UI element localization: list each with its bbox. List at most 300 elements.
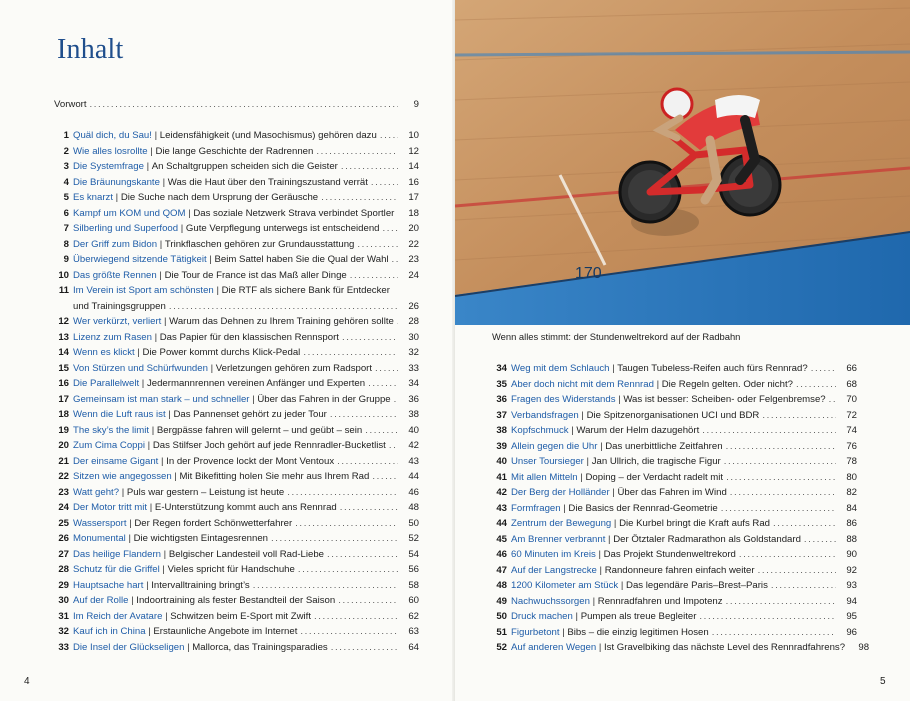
entry-separator: |	[159, 176, 168, 188]
entry-title-link: Das größte Rennen	[73, 269, 157, 281]
entry-separator: |	[159, 564, 168, 575]
entry-title-link: Zum Cima Coppi	[73, 440, 145, 451]
entry-subtitle: Bergpässe fahren will gelernt – und geübt – sein	[156, 424, 363, 436]
entry-title-link: Im Reich der Avatare	[73, 610, 163, 622]
entry-page: 30	[408, 331, 419, 343]
entry-title-link: Der einsame Gigant	[73, 455, 159, 467]
entry-title-link: Wer verkürzt, verliert	[73, 316, 162, 327]
toc-entry[interactable]	[492, 625, 857, 640]
entry-title-link: Nachwuchssorgen	[511, 595, 590, 607]
leader-dots	[357, 237, 398, 252]
entry-page: 84	[846, 502, 857, 514]
toc-entry[interactable]	[54, 283, 419, 298]
toc-entry[interactable]	[492, 516, 857, 531]
entry-page: 52	[408, 533, 419, 544]
entry-number: 9	[63, 254, 69, 265]
leader-dots	[371, 175, 398, 190]
entry-separator: |	[597, 440, 606, 452]
entry-title-link: Watt geht?	[73, 486, 120, 498]
toc-entry[interactable]	[492, 392, 857, 407]
entry-subtitle: Beim Sattel haben Sie die Qual der Wahl	[214, 254, 389, 265]
entry-number: 15	[58, 362, 69, 374]
entry-title-link: Am Brenner verbrannt	[511, 533, 606, 545]
leader-dots	[726, 439, 836, 454]
entry-page: 78	[846, 456, 857, 467]
entry-title-link: Wassersport	[73, 517, 127, 529]
entry-number: 49	[496, 595, 507, 607]
entry-number: 50	[496, 611, 507, 622]
entry-page: 70	[846, 394, 857, 405]
entry-number: 10	[58, 269, 69, 281]
entry-subtitle: Was die Haut über den Trainingszustand verrät	[167, 176, 368, 188]
leader-dots	[169, 299, 398, 314]
entry-page: 54	[408, 548, 419, 560]
toc-entry[interactable]	[54, 578, 419, 593]
entry-subtitle: Der Regen fordert Schönwetterfahrer	[134, 517, 293, 529]
entry-separator: |	[156, 269, 165, 281]
entry-number: 51	[496, 626, 507, 638]
toc-entry[interactable]	[54, 516, 419, 531]
entry-page: 86	[846, 518, 857, 529]
entry-number: 3	[63, 161, 69, 172]
toc-entry[interactable]	[54, 640, 419, 655]
entry-separator: |	[143, 161, 152, 172]
entry-subtitle: Die lange Geschichte der Radrennen	[155, 145, 314, 157]
entry-page: 33	[408, 362, 419, 374]
entry-separator: |	[113, 192, 121, 203]
entry-page: 58	[408, 579, 419, 591]
entry-number: 1	[63, 130, 69, 141]
toc-entry[interactable]	[492, 594, 857, 609]
entry-page: 24	[408, 269, 419, 281]
entry-subtitle: Mallorca, das Trainingsparadies	[192, 641, 328, 653]
entry-title-link: Wenn es klickt	[73, 347, 135, 358]
toc-entry[interactable]	[54, 268, 419, 283]
entry-separator: |	[184, 641, 193, 653]
toc-entry[interactable]	[54, 609, 419, 624]
entry-page: 93	[846, 580, 857, 591]
entry-separator: |	[147, 145, 156, 157]
entry-separator: |	[151, 130, 160, 141]
entry-title-link: Auf anderen Wegen	[511, 642, 597, 653]
entry-title-link: Die Bräunungskante	[73, 176, 160, 188]
entry-subtitle: Die Kurbel bringt die Kraft aufs Rad	[619, 518, 771, 529]
entry-separator: |	[143, 579, 152, 591]
toc-entry[interactable]	[492, 609, 857, 624]
entry-subtitle: Die Suche nach dem Ursprung der Geräusche	[120, 192, 319, 203]
leader-dots	[295, 516, 398, 531]
leader-dots	[726, 594, 836, 609]
toc-entry[interactable]	[54, 454, 419, 469]
entry-separator: |	[185, 207, 194, 219]
entry-subtitle: Das Stilfser Joch gehört auf jede Rennradler-Bucketlist	[152, 440, 386, 451]
entry-page: 40	[408, 424, 419, 436]
leader-dots	[397, 314, 398, 329]
entry-title-link: 60 Minuten im Kreis	[511, 549, 596, 560]
leader-dots	[314, 609, 398, 624]
entry-subtitle: Gute Verpflegung unterwegs ist entscheidend	[185, 223, 380, 234]
entry-number: 2	[63, 145, 69, 157]
entry-subtitle: Taugen Tubeless-Reifen auch fürs Rennrad?	[617, 363, 808, 374]
entry-number: 22	[58, 471, 69, 482]
entry-separator: |	[578, 409, 587, 421]
toc-entry[interactable]	[54, 547, 419, 562]
entry-separator: |	[161, 316, 170, 327]
entry-page: 38	[408, 409, 419, 420]
toc-entry[interactable]	[54, 345, 419, 360]
leader-dots	[804, 532, 836, 547]
entry-number: 47	[496, 564, 507, 576]
entry-title-link: Kopfschmuck	[511, 425, 569, 436]
entry-title-link: Das heilige Flandern	[73, 548, 161, 560]
entry-number: 8	[63, 238, 69, 250]
toc-entry[interactable]	[54, 392, 419, 407]
entry-title-link: Fragen des Widerstands	[511, 394, 616, 405]
toc-entry[interactable]	[492, 640, 870, 655]
entry-number: 13	[58, 331, 69, 343]
entry-subtitle: E-Unterstützung kommt auch ans Rennrad	[154, 502, 337, 513]
entry-number: 24	[58, 502, 69, 513]
entry-subtitle: Bibs – die einzig legitimen Hosen	[567, 626, 709, 638]
toc-entry[interactable]	[54, 237, 419, 252]
entry-title-link: Quäl dich, du Sau!	[73, 130, 152, 141]
entry-number: 26	[58, 533, 69, 544]
entry-title-link: Die Systemfrage	[73, 161, 144, 172]
entry-separator: |	[157, 238, 165, 250]
entry-title-link: 1200 Kilometer am Stück	[511, 580, 619, 591]
entry-subtitle: Die Tour de France ist das Maß aller Dinge	[164, 269, 347, 281]
leader-dots	[397, 206, 398, 221]
entry-title-link: Auf der Langstrecke	[511, 564, 597, 576]
entry-separator: |	[249, 393, 258, 405]
entry-subtitle: Doping – der Verdacht radelt mit	[585, 471, 724, 483]
entry-separator: |	[560, 502, 569, 514]
leader-dots	[298, 562, 398, 577]
entry-title-link: Kauf ich in China	[73, 626, 146, 637]
entry-number: 45	[496, 533, 507, 545]
leader-dots	[330, 407, 398, 422]
entry-number: 25	[58, 517, 69, 529]
entry-subtitle-continued: und Trainingsgruppen	[73, 300, 166, 312]
toc-entry[interactable]	[54, 144, 419, 159]
entry-number: 44	[496, 518, 507, 529]
entry-page: 68	[846, 378, 857, 390]
entry-subtitle: Das soziale Netzwerk Strava verbindet Sportler	[193, 207, 395, 219]
toc-entry[interactable]	[492, 485, 857, 500]
entry-separator: |	[206, 254, 215, 265]
entry-separator: |	[139, 378, 147, 389]
leader-dots	[327, 547, 398, 562]
entry-subtitle: Der Ötztaler Radmarathon als Goldstandard	[613, 533, 801, 545]
entry-number: 21	[58, 455, 69, 467]
leader-dots	[253, 578, 398, 593]
leader-dots	[762, 408, 836, 423]
entry-subtitle: In der Provence lockt der Mont Ventoux	[166, 455, 335, 467]
entry-subtitle: Mit Bikefitting holen Sie mehr aus Ihrem Rad	[179, 471, 370, 482]
entry-title-link: Kampf um KOM und QOM	[73, 207, 186, 219]
entry-subtitle: Ist Gravelbiking das nächste Level des Rennradfahrens?	[604, 642, 846, 653]
leader-dots	[699, 609, 836, 624]
leader-dots	[771, 578, 836, 593]
entry-number: 28	[58, 564, 69, 575]
leader-dots	[338, 593, 398, 608]
entry-number: 7	[63, 223, 69, 234]
entry-title-link: Druck machen	[511, 611, 573, 622]
entry-title-link: Allein gegen die Uhr	[511, 440, 598, 452]
entry-page: 18	[408, 207, 419, 219]
entry-separator: |	[596, 642, 604, 653]
entry-page: 12	[408, 145, 419, 157]
entry-separator: |	[147, 502, 155, 513]
toc-entry[interactable]	[492, 532, 857, 547]
leader-dots	[321, 190, 398, 205]
entry-page: 98	[858, 642, 870, 653]
track-marker-label: 170	[575, 265, 602, 282]
toc-entry[interactable]	[492, 547, 857, 562]
entry-page: 23	[408, 254, 419, 265]
entry-separator: |	[615, 394, 624, 405]
entry-number: 18	[58, 409, 69, 420]
toc-entry[interactable]	[54, 500, 419, 515]
entry-subtitle: Indoortraining als fester Bestandteil der Saison	[136, 595, 336, 606]
entry-separator: |	[653, 378, 662, 390]
entry-page: 50	[408, 517, 419, 529]
entry-number: 4	[63, 176, 69, 188]
toc-entry[interactable]	[54, 252, 419, 267]
leader-dots	[383, 221, 398, 236]
entry-number: 11	[58, 285, 69, 296]
toc-entry[interactable]	[54, 469, 419, 484]
entry-title-link: Lizenz zum Rasen	[73, 331, 152, 343]
entry-separator: |	[165, 409, 174, 420]
entry-title-link: Überwiegend sitzende Tätigkeit	[73, 254, 207, 265]
entry-subtitle: An Schaltgruppen scheiden sich die Geister	[151, 161, 338, 172]
entry-number: 39	[496, 440, 507, 452]
leader-dots	[365, 423, 398, 438]
toc-entry[interactable]	[54, 330, 419, 345]
entry-separator: |	[589, 595, 598, 607]
toc-entry[interactable]	[54, 175, 419, 190]
leader-dots	[811, 361, 836, 376]
entry-page: 74	[846, 425, 857, 436]
entry-title-link: Silberling und Superfood	[73, 223, 179, 234]
entry-separator: |	[125, 533, 134, 544]
entry-number: 31	[58, 610, 69, 622]
entry-separator: |	[149, 424, 157, 436]
entry-subtitle: Jedermannrennen vereinen Anfänger und Experten	[146, 378, 366, 389]
leader-dots	[331, 640, 398, 655]
toc-entry[interactable]	[54, 376, 419, 391]
entry-separator: |	[161, 548, 169, 560]
entry-separator: |	[577, 471, 586, 483]
entry-subtitle: Pumpen als treue Begleiter	[580, 611, 697, 622]
entry-number: 46	[496, 549, 507, 560]
entry-title-link: Unser Toursieger	[511, 456, 584, 467]
entry-number: 29	[58, 579, 69, 591]
entry-number: 48	[496, 580, 507, 591]
entry-separator: |	[158, 455, 167, 467]
toc-entry[interactable]	[54, 361, 419, 376]
entry-number: 30	[58, 595, 69, 606]
entry-page: 16	[408, 176, 419, 188]
entry-subtitle: Warum der Helm dazugehört	[576, 425, 700, 436]
entry-title-link: Wenn die Luft raus ist	[73, 409, 166, 420]
entry-separator: |	[596, 564, 605, 576]
entry-title-link: Wie alles losrollte	[73, 145, 148, 157]
entry-subtitle: Das legendäre Paris–Brest–Paris	[626, 580, 768, 591]
toc-entry-continuation	[54, 299, 419, 314]
entry-number: 6	[63, 207, 69, 219]
entry-number: 12	[58, 316, 69, 327]
preface-page: 9	[413, 99, 419, 110]
entry-number: 38	[496, 425, 507, 436]
leader-dots	[773, 516, 836, 531]
entry-page: 62	[408, 610, 419, 622]
entry-title-link: Gemeinsam ist man stark – und schneller	[73, 393, 250, 405]
leader-dots	[392, 252, 398, 267]
toc-entry[interactable]	[54, 531, 419, 546]
entry-subtitle: Vieles spricht für Handschuhe	[167, 564, 295, 575]
entry-number: 52	[496, 642, 507, 653]
toc-entry[interactable]	[492, 454, 857, 469]
entry-subtitle: Die wichtigsten Eintagesrennen	[133, 533, 269, 544]
entry-number: 36	[496, 394, 507, 405]
entry-separator: |	[145, 626, 154, 637]
toc-entry[interactable]	[54, 190, 419, 205]
entry-title-link: Verbandsfragen	[511, 409, 579, 421]
leader-dots	[730, 485, 836, 500]
toc-entry[interactable]	[54, 562, 419, 577]
leader-dots	[316, 144, 398, 159]
toc-entry[interactable]	[54, 407, 419, 422]
entry-separator: |	[609, 487, 618, 498]
entry-number: 14	[58, 347, 69, 358]
entry-subtitle: Warum das Dehnen zu Ihrem Training gehören sollte	[169, 316, 394, 327]
leader-dots	[342, 330, 398, 345]
toc-entry[interactable]	[54, 423, 419, 438]
entry-page: 72	[846, 409, 857, 421]
entry-title-link: Der Griff zum Bidon	[73, 238, 158, 250]
page-number-right: 5	[880, 676, 886, 687]
toc-entry[interactable]	[492, 563, 857, 578]
entry-title-link: Mit allen Mitteln	[511, 471, 578, 483]
toc-entry[interactable]	[492, 578, 857, 593]
entry-separator: |	[595, 549, 604, 560]
entry-title-link: Figurbetont	[511, 626, 560, 638]
leader-dots	[380, 128, 398, 143]
entry-number: 23	[58, 486, 69, 498]
toc-entry[interactable]	[54, 593, 419, 608]
entry-subtitle: Die Regeln gelten. Oder nicht?	[661, 378, 793, 390]
entry-page: 26	[408, 300, 419, 312]
toc-entry[interactable]	[54, 206, 419, 221]
entry-number: 41	[496, 471, 507, 483]
entry-title-link: Formfragen	[511, 502, 561, 514]
entry-page: 88	[846, 533, 857, 545]
entry-title-link: Es knarzt	[73, 192, 113, 203]
toc-entry[interactable]	[54, 485, 419, 500]
leader-dots	[375, 361, 398, 376]
entry-subtitle: Trinkflaschen gehören zur Grundausstattung	[164, 238, 355, 250]
toc-entry[interactable]	[492, 408, 857, 423]
preface-label: Vorwort	[54, 99, 87, 110]
entry-number: 37	[496, 409, 507, 421]
leader-dots	[712, 625, 836, 640]
toc-entry[interactable]	[492, 470, 857, 485]
entry-page: 96	[846, 626, 857, 638]
entry-title-link: Sitzen wie angegossen	[73, 471, 172, 482]
leader-dots	[341, 159, 398, 174]
leader-dots	[372, 469, 398, 484]
toc-entry[interactable]	[54, 221, 419, 236]
toc-entry[interactable]	[492, 501, 857, 516]
entry-number: 40	[496, 456, 507, 467]
entry-number: 32	[58, 626, 69, 637]
entry-separator: |	[583, 456, 592, 467]
entry-separator: |	[162, 610, 171, 622]
entry-page: 42	[408, 440, 419, 451]
toc-entry[interactable]	[492, 439, 857, 454]
entry-page: 14	[408, 161, 419, 172]
entry-subtitle: Was ist besser: Scheiben- oder Felgenbremse?	[623, 394, 826, 405]
entry-separator: |	[178, 223, 186, 234]
entry-title-link: Die Insel der Glückseligen	[73, 641, 185, 653]
leader-dots	[340, 500, 398, 515]
entry-page: 92	[846, 564, 857, 576]
toc-entry[interactable]	[492, 377, 857, 392]
entry-title-link: Monumental	[73, 533, 126, 544]
entry-page: 90	[846, 549, 857, 560]
entry-page: 56	[408, 564, 419, 575]
toc-entry[interactable]	[54, 624, 419, 639]
toc-entry[interactable]	[54, 314, 419, 329]
leader-dots	[368, 376, 398, 391]
leader-dots	[271, 531, 398, 546]
entry-subtitle: Verletzungen gehören zum Radsport	[215, 362, 373, 374]
toc-entry[interactable]	[54, 128, 419, 143]
leader-dots	[721, 501, 836, 516]
toc-entry[interactable]	[54, 438, 419, 453]
photo-illustration	[455, 0, 910, 325]
entry-separator: |	[609, 363, 618, 374]
entry-separator: |	[134, 347, 143, 358]
entry-page: 28	[408, 316, 419, 327]
entry-page: 44	[408, 471, 419, 482]
entry-number: 43	[496, 502, 507, 514]
entry-number: 20	[58, 440, 69, 451]
entry-title-link: Aber doch nicht mit dem Rennrad	[511, 378, 654, 390]
entry-title-link: The sky’s the limit	[73, 424, 150, 436]
entry-page: 63	[408, 626, 419, 637]
entry-separator: |	[213, 285, 222, 296]
leader-dots	[758, 563, 836, 578]
entry-subtitle: Intervalltraining bringt’s	[151, 579, 250, 591]
leader-dots	[724, 454, 836, 469]
entry-title-link: Die Parallelwelt	[73, 378, 140, 389]
entry-subtitle: Belgischer Landesteil voll Rad-Liebe	[168, 548, 325, 560]
toc-entry[interactable]	[492, 423, 857, 438]
leader-dots	[350, 268, 398, 283]
entry-page: 22	[408, 238, 419, 250]
toc-entry[interactable]	[54, 159, 419, 174]
entry-subtitle: Rennradfahren und Impotenz	[597, 595, 723, 607]
photo-caption: Wenn alles stimmt: der Stundenweltrekord auf der Radbahn	[492, 331, 741, 342]
toc-preface[interactable]	[54, 97, 419, 112]
toc-entry[interactable]	[492, 361, 857, 376]
entry-title-link: Hauptsache hart	[73, 579, 144, 591]
entry-title-link: Von Stürzen und Schürfwunden	[73, 362, 208, 374]
leader-dots	[300, 624, 398, 639]
